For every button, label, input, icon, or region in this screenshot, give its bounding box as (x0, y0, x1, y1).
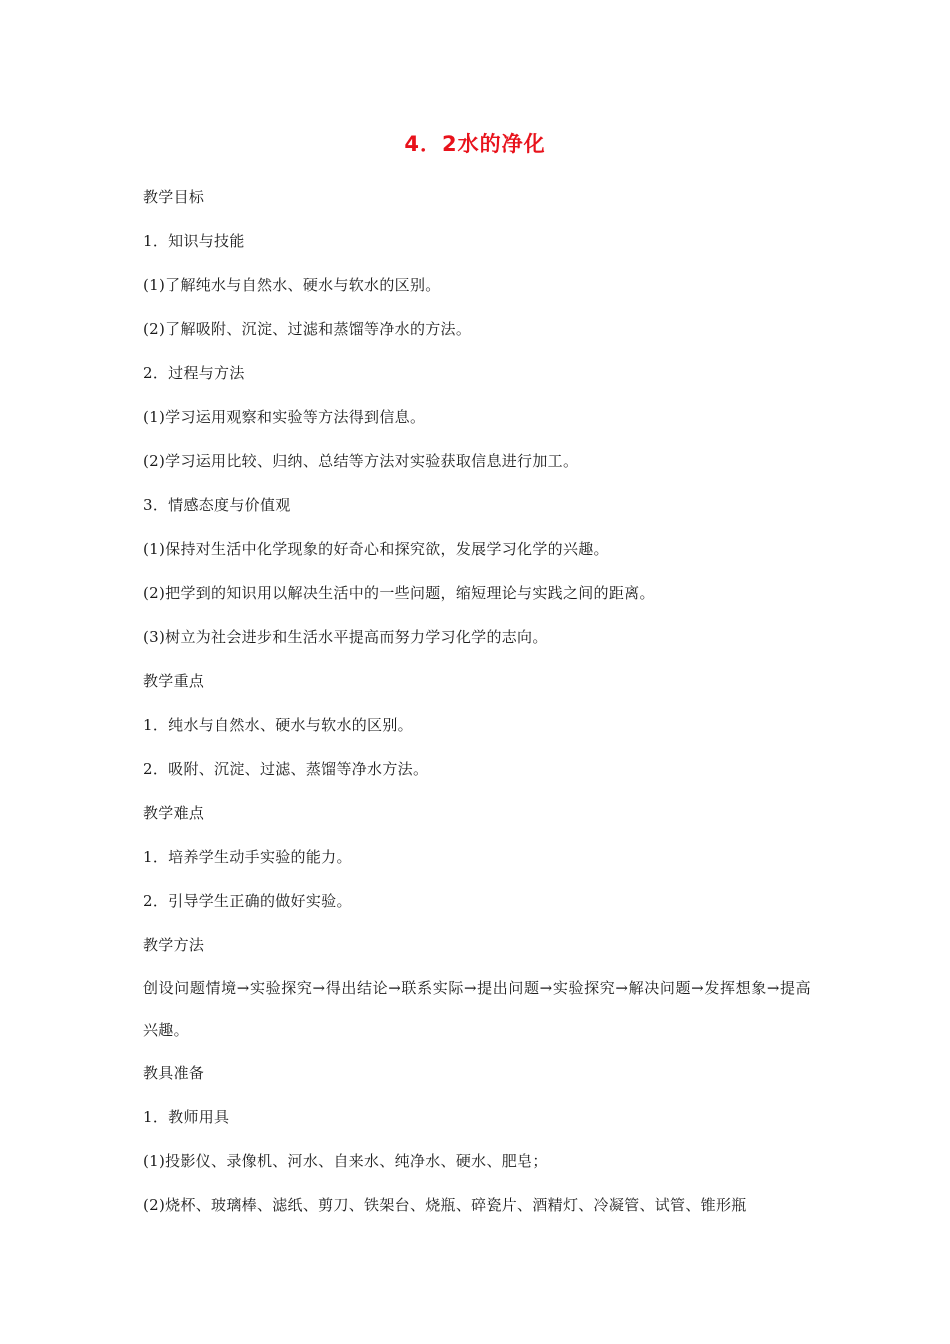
section-heading-key-points: 教学重点 (143, 672, 205, 690)
list-item: (1)学习运用观察和实验等方法得到信息。 (143, 408, 426, 426)
list-item: 1．培养学生动手实验的能力。 (143, 848, 352, 866)
list-item: 2．引导学生正确的做好实验。 (143, 892, 352, 910)
subheading-teacher-tools: 1．教师用具 (143, 1108, 230, 1126)
list-item: (3)树立为社会进步和生活水平提高而努力学习化学的志向。 (143, 628, 548, 646)
section-heading-teaching-methods: 教学方法 (143, 936, 205, 954)
list-item: (2)学习运用比较、归纳、总结等方法对实验获取信息进行加工。 (143, 452, 579, 470)
section-heading-teaching-aids: 教具准备 (143, 1064, 205, 1082)
teaching-method-paragraph: 创设问题情境→实验探究→得出结论→联系实际→提出问题→实验探究→解决问题→发挥想象→提高兴趣。 (143, 979, 811, 1039)
list-item: (1)了解纯水与自然水、硬水与软水的区别。 (143, 276, 441, 294)
list-item: (2)烧杯、玻璃棒、滤纸、剪刀、铁架台、烧瓶、碎瓷片、酒精灯、冷凝管、试管、锥形瓶 (143, 1196, 747, 1214)
document-body (143, 175, 811, 1227)
list-item: 1．纯水与自然水、硬水与软水的区别。 (143, 716, 413, 734)
section-heading-teaching-objectives: 教学目标 (143, 188, 205, 206)
list-item: (1)保持对生活中化学现象的好奇心和探究欲，发展学习化学的兴趣。 (143, 540, 609, 558)
subheading-process-methods: 2．过程与方法 (143, 364, 245, 382)
subheading-knowledge-skills: 1．知识与技能 (143, 232, 245, 250)
page-title: 4．2水的净化 (404, 132, 546, 156)
subheading-attitudes-values: 3．情感态度与价值观 (143, 496, 291, 514)
list-item: (2)了解吸附、沉淀、过滤和蒸馏等净水的方法。 (143, 320, 472, 338)
list-item: (1)投影仪、录像机、河水、自来水、纯净水、硬水、肥皂； (143, 1152, 548, 1170)
list-item: 2．吸附、沉淀、过滤、蒸馏等净水方法。 (143, 760, 429, 778)
list-item: (2)把学到的知识用以解决生活中的一些问题，缩短理论与实践之间的距离。 (143, 584, 655, 602)
section-heading-difficulties: 教学难点 (143, 804, 205, 822)
